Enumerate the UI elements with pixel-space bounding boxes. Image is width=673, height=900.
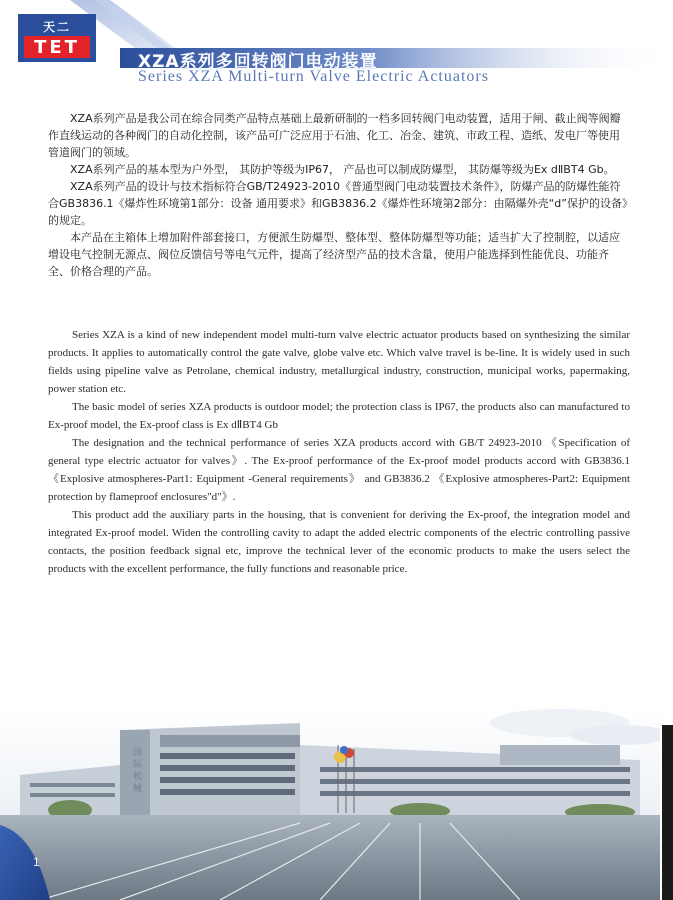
chinese-description (48, 110, 628, 280)
logo-top-text: 天二 (42, 19, 71, 34)
en-paragraph: The designation and the technical performance of series XZA products accord with GB/T 24923-2010 《Specification of general type electric actuator for valves》. The Ex-proof performance of the Ex-proof model products accord with GB3836.1《Explosive atmospheres-Part1: Equipment -General requirements》 and GB3836.2 《Explosive atmospheres-Part2: Equipment protection by flameproof enclosures"d"》. (48, 437, 630, 503)
cn-paragraph: 本产品在主箱体上增加附件部套接口，方便派生防爆型、整体型、整体防爆型等功能；适当扩大了控制腔，以适应增设电气控制无源点、阀位反馈信号等电气元件，提高了经济型产品的技术含量，使用户能选择到性能优良、功能齐全、价格合理的产品。 (48, 231, 620, 278)
cn-paragraph: XZA系列产品的基本型为户外型， 其防护等级为IP67， 产品也可以制成防爆型， 其防爆等级为Ex dⅡBT4 Gb。 (70, 163, 615, 176)
cn-paragraph: XZA系列产品的设计与技术指标符合GB/T24923-2010《普通型阀门电动装置技术条件》，防爆产品的防爆性能符合GB3836.1《爆炸性环境第1部分：设备 通用要求》和GB3836.2《爆炸性环境第2部分：由隔爆外壳“d”保护的设备》的规定。 (48, 180, 628, 227)
page-number: 1 (33, 855, 40, 869)
en-paragraph: Series XZA is a kind of new independent model multi-turn valve electric actuator products based on synthesizing the similar products. It applies to automatically control the gate valve, globe valve etc. Which valve travel is be-line. It is widely used in such fields using pipeline valve as Petrolane, chemical industry, metallurgical industry, construction, municipal works, papermaking, power station etc. (48, 329, 630, 395)
logo-mark: TET (24, 36, 90, 58)
title-english: Series XZA Multi-turn Valve Electric Actuators (138, 68, 489, 85)
factory-building-illustration (0, 705, 673, 900)
english-description (48, 326, 630, 578)
building-sign: 国际机械 (131, 747, 141, 795)
company-logo (18, 14, 96, 62)
title-chinese: XZA系列多回转阀门电动装置 (138, 52, 378, 72)
cn-paragraph: XZA系列产品是我公司在综合同类产品特点基础上最新研制的一档多回转阀门电动装置，适用于闸、截止阀等阀瓣作直线运动的各种阀门的自动化控制，该产品可广泛应用于石油、化工、冶金、建筑、市政工程、造纸、发电厂等使用管道阀门的领域。 (48, 112, 621, 159)
en-paragraph: This product add the auxiliary parts in the housing, that is convenient for deriving the Ex-proof, the integration model and integrated Ex-proof model. Widen the controlling cavity to adapt the added electric components of the electric controlling passive contacts, the position feedback signal etc, improve the technical lever of the economic products to make the users select the products with the excellent performance, the fully functions and reasonable price. (48, 509, 630, 575)
en-paragraph: The basic model of series XZA products is outdoor model; the protection class is IP67, the products also can manufactured to Ex-proof model, the Ex-proof class is Ex dⅡBT4 Gb (48, 401, 630, 431)
